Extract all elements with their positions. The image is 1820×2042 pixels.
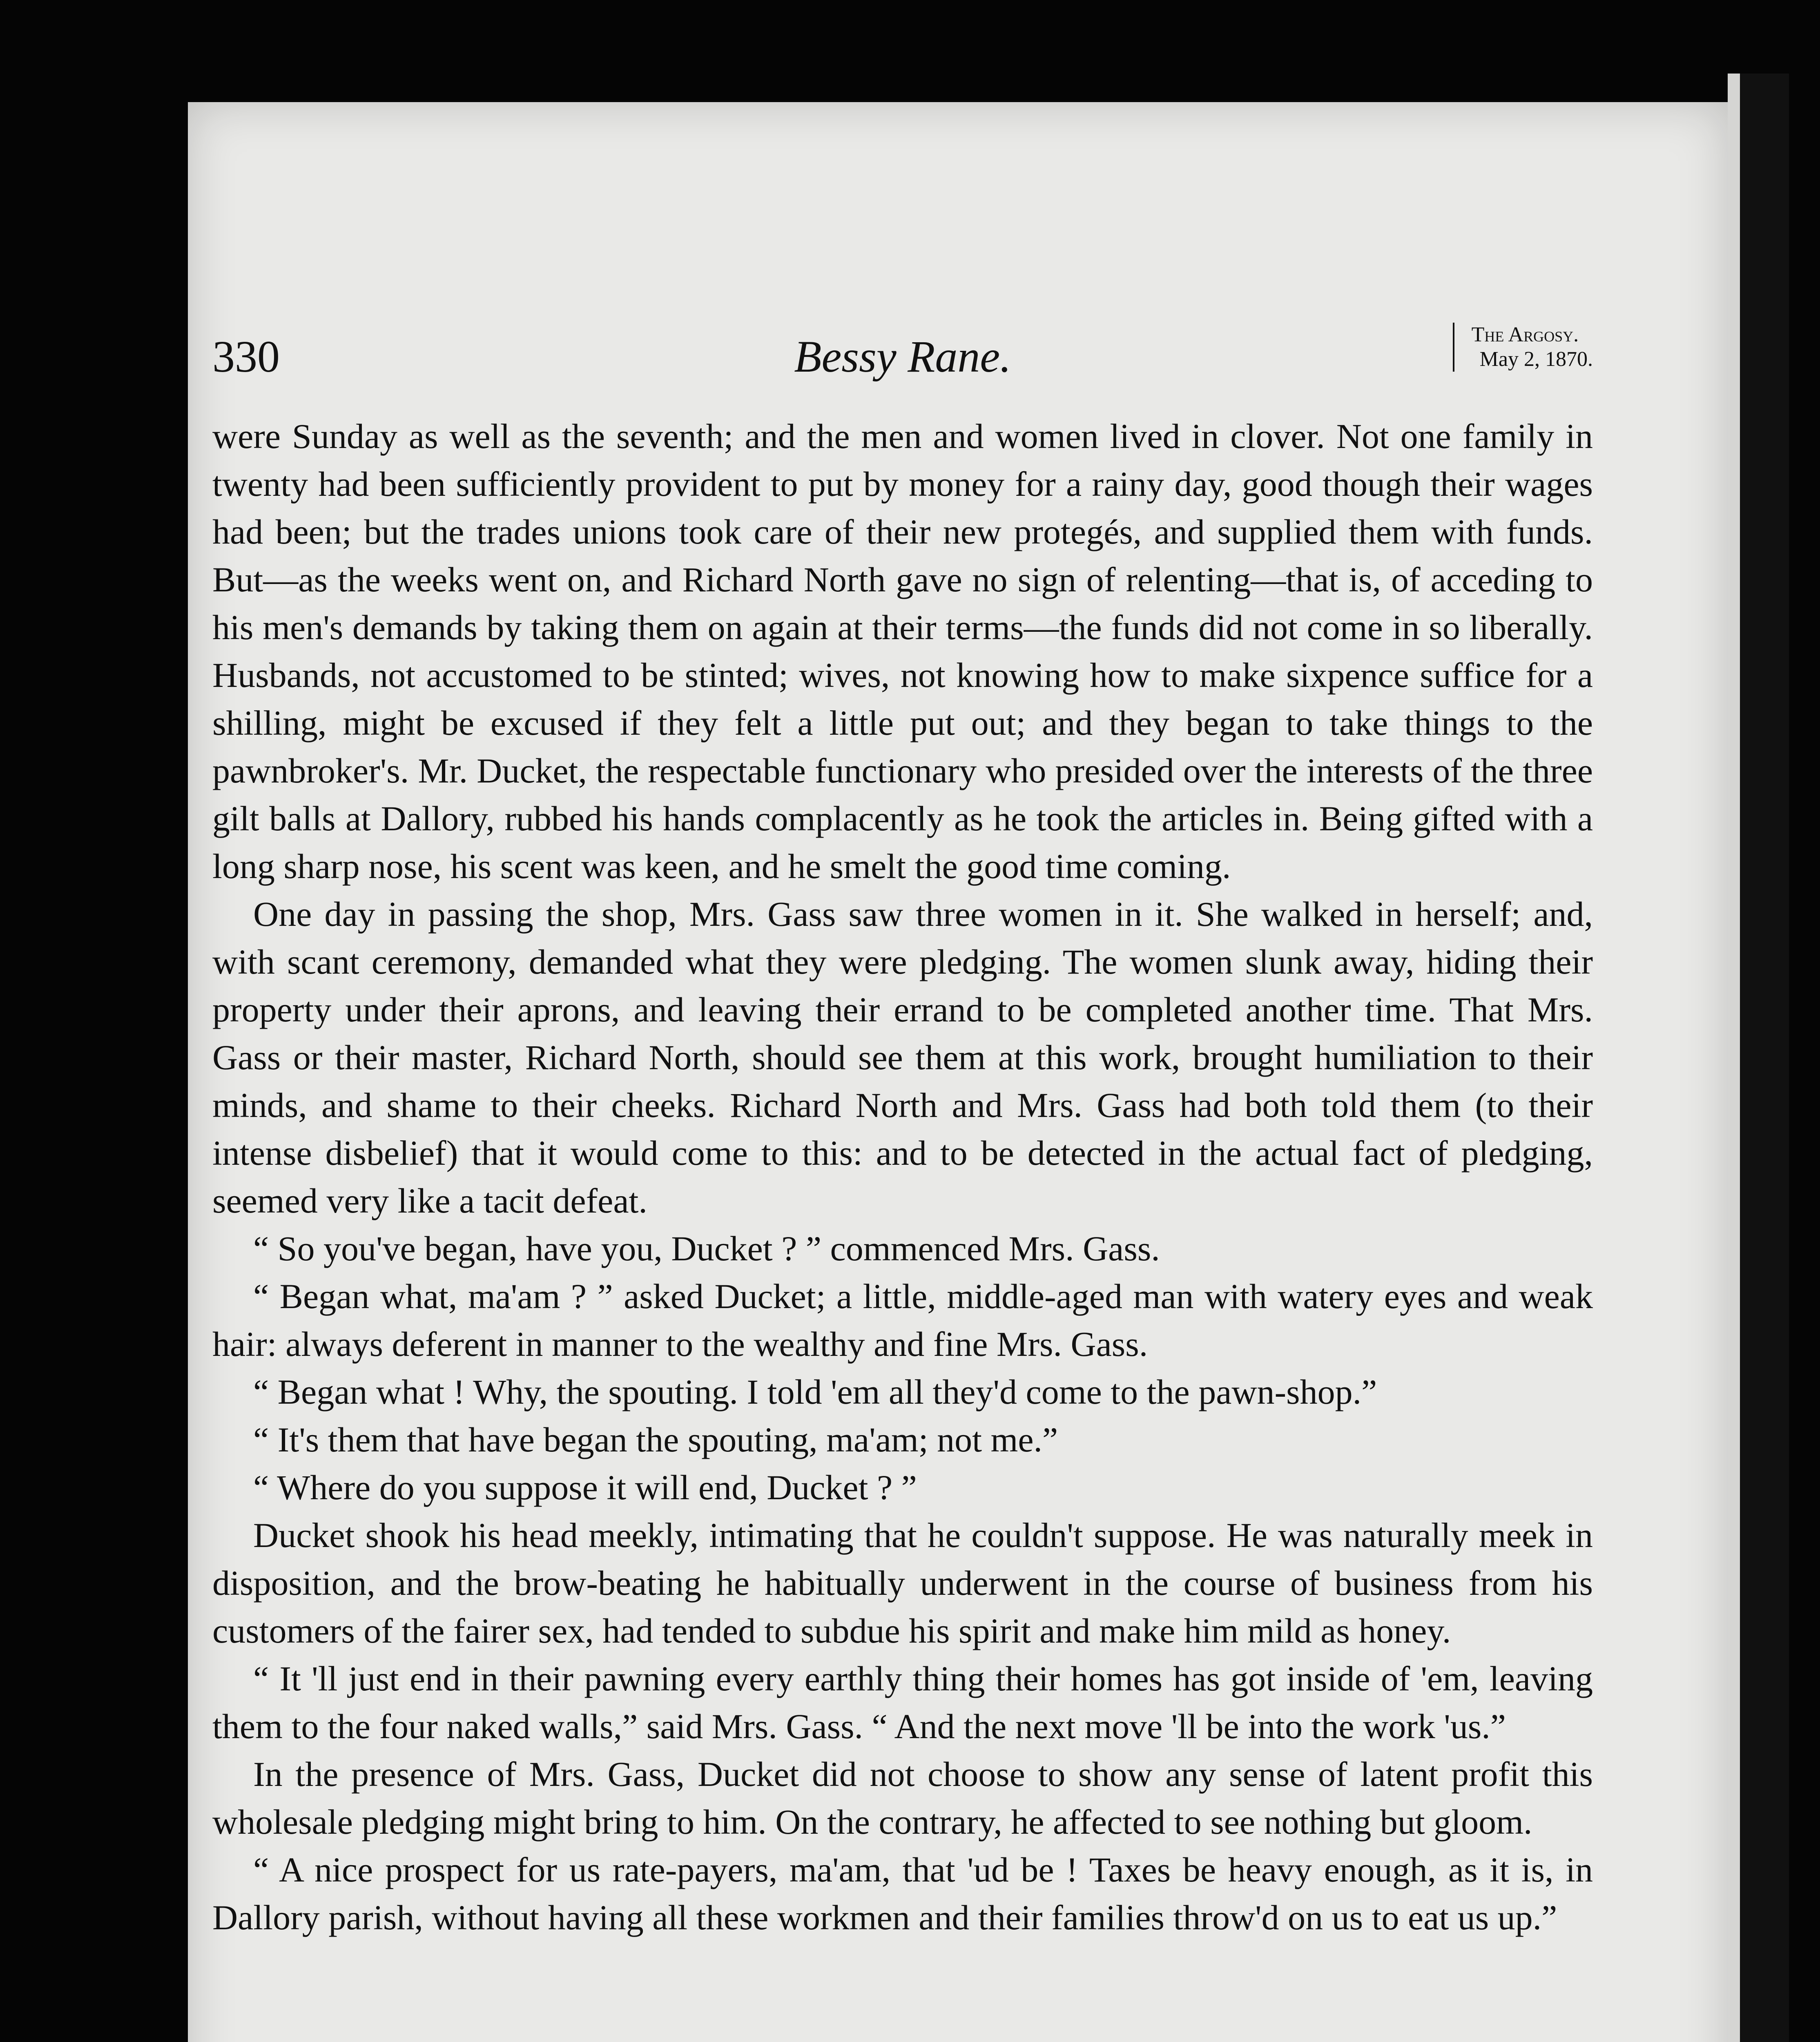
issue-date: May 2, 1870. [1479,348,1593,371]
paragraph: “ It's them that have began the spouting, ma'am; not me.” [253,1420,1058,1459]
page-number: 330 [212,332,280,381]
paragraph: “ Began what ! Why, the spouting. I told 'em all they'd come to the pawn-shop.” [253,1372,1377,1411]
paragraph: “ Began what, ma'am ? ” asked Ducket; a little, middle-aged man with watery eyes and weak hair: always deferent in manner to the wealthy and fine Mrs. Gass. [212,1277,1593,1364]
paragraph: “ It 'll just end in their pawning every earthly thing their homes has got inside of 'em, leaving them to the four naked walls,” said Mrs. Gass. “ And the next move 'll be into the work 'us.” [212,1659,1593,1746]
paragraph: In the presence of Mrs. Gass, Ducket did not choose to show any sense of latent profit this wholesale pledging might bring to him. On the contrary, he affected to see nothing but gloom. [212,1754,1593,1841]
paragraph: “ So you've began, have you, Ducket ? ” commenced Mrs. Gass. [253,1229,1160,1268]
paragraph: Ducket shook his head meekly, intimating that he couldn't suppose. He was naturally meek in disposition, and the brow-beating he habitually underwent in the course of business from his customers of the fairer sex, had tended to subdue his spirit and make him mild as honey. [212,1516,1593,1650]
paragraph: One day in passing the shop, Mrs. Gass saw three women in it. She walked in herself; and, with scant ceremony, demanded what they were pledging. The women slunk away, hiding their property under their aprons, and leaving their errand to be completed another time. That Mrs. Gass or their master, Richard North, should see them at this work, brought humiliation to their minds, and shame to their cheeks. Richard North and Mrs. Gass had both told them (to their intense disbelief) that it would come to this: and to be detected in the actual fact of pledging, seemed very like a tacit defeat. [212,894,1593,1220]
publication-name: The Argosy. [1471,323,1579,346]
running-title: Bessy Rane. [794,332,1011,381]
paragraph: “ A nice prospect for us rate-payers, ma'am, that 'ud be ! Taxes be heavy enough, as it is, in Dallory parish, without having all these workmen and their families throw'd on us to eat us up.” [212,1850,1593,1937]
body-text [212,412,1593,1942]
adjacent-page-edge [1728,74,1789,2042]
issue-info [1453,323,1593,372]
page-header [212,323,1593,404]
paragraph: “ Where do you suppose it will end, Ducket ? ” [253,1468,917,1507]
paragraph: were Sunday as well as the seventh; and the men and women lived in clover. Not one family in twenty had been sufficiently provident to put by money for a rainy day, good though their wages had been; but the trades unions took care of their new protegés, and supplied them with funds. But—as the weeks went on, and Richard North gave no sign of relenting—that is, of acceding to his men's demands by taking them on again at their terms—the funds did not come in so liberally. Husbands, not accustomed to be stinted; wives, not knowing how to make sixpence suffice for a shilling, might be excused if they felt a little put out; and they began to take things to the pawnbroker's. Mr. Ducket, the respectable functionary who presided over the interests of the three gilt balls at Dallory, rubbed his hands complacently as he took the articles in. Being gifted with a long sharp nose, his scent was keen, and he smelt the good time coming. [212,417,1593,886]
